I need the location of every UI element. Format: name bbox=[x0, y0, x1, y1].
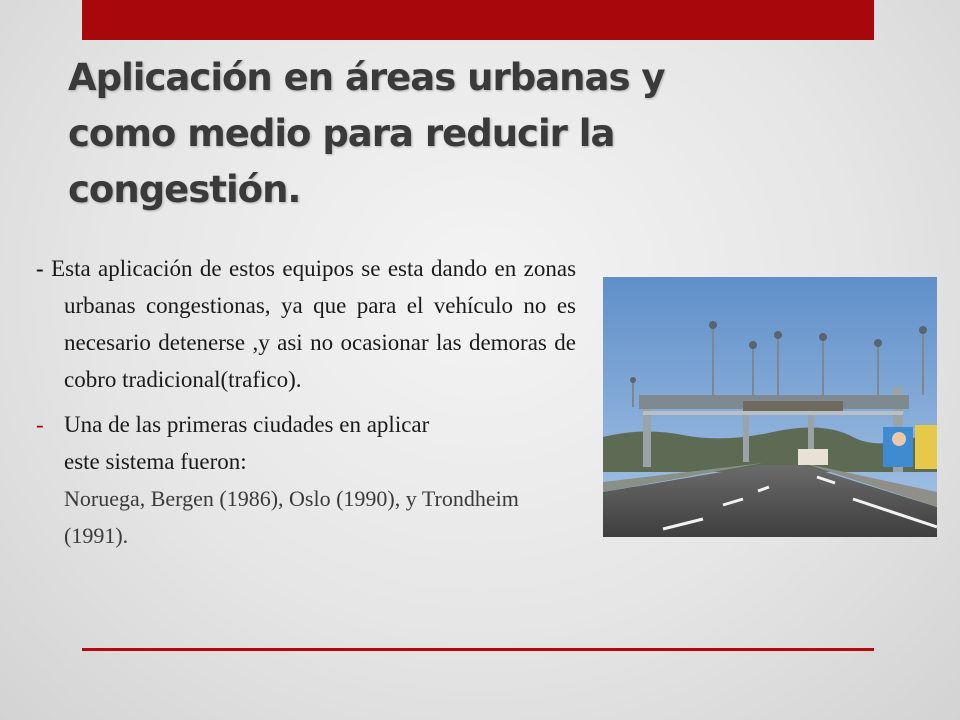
bullet-line-1: Una de las primeras ciudades en aplicar bbox=[64, 412, 430, 437]
body-text bbox=[36, 250, 577, 554]
bottom-accent-line bbox=[82, 648, 874, 651]
paragraph-1 bbox=[36, 250, 576, 398]
bullet-cities: Noruega, Bergen (1986), Oslo (1990), y Trondheim (1991). bbox=[64, 486, 519, 548]
top-accent-bar bbox=[82, 0, 874, 40]
slide-title: Aplicación en áreas urbanas y como medio para reducir la congestión. bbox=[68, 56, 665, 211]
paragraph-1-text: Esta aplicación de estos equipos se esta dando en zonas urbanas congestionas, ya que para el vehículo no es necesario detenerse ,y asi no ocasionar las demoras de cobro tradicional(trafico). bbox=[51, 256, 577, 392]
paragraph-1-dash: - bbox=[36, 256, 44, 281]
highway-toll-image bbox=[603, 277, 937, 537]
bullet-marker: - bbox=[36, 412, 44, 437]
bullet-item bbox=[36, 406, 576, 554]
bullet-line-2: este sistema fueron: bbox=[64, 449, 247, 474]
toll-gantry-photo bbox=[603, 277, 937, 537]
